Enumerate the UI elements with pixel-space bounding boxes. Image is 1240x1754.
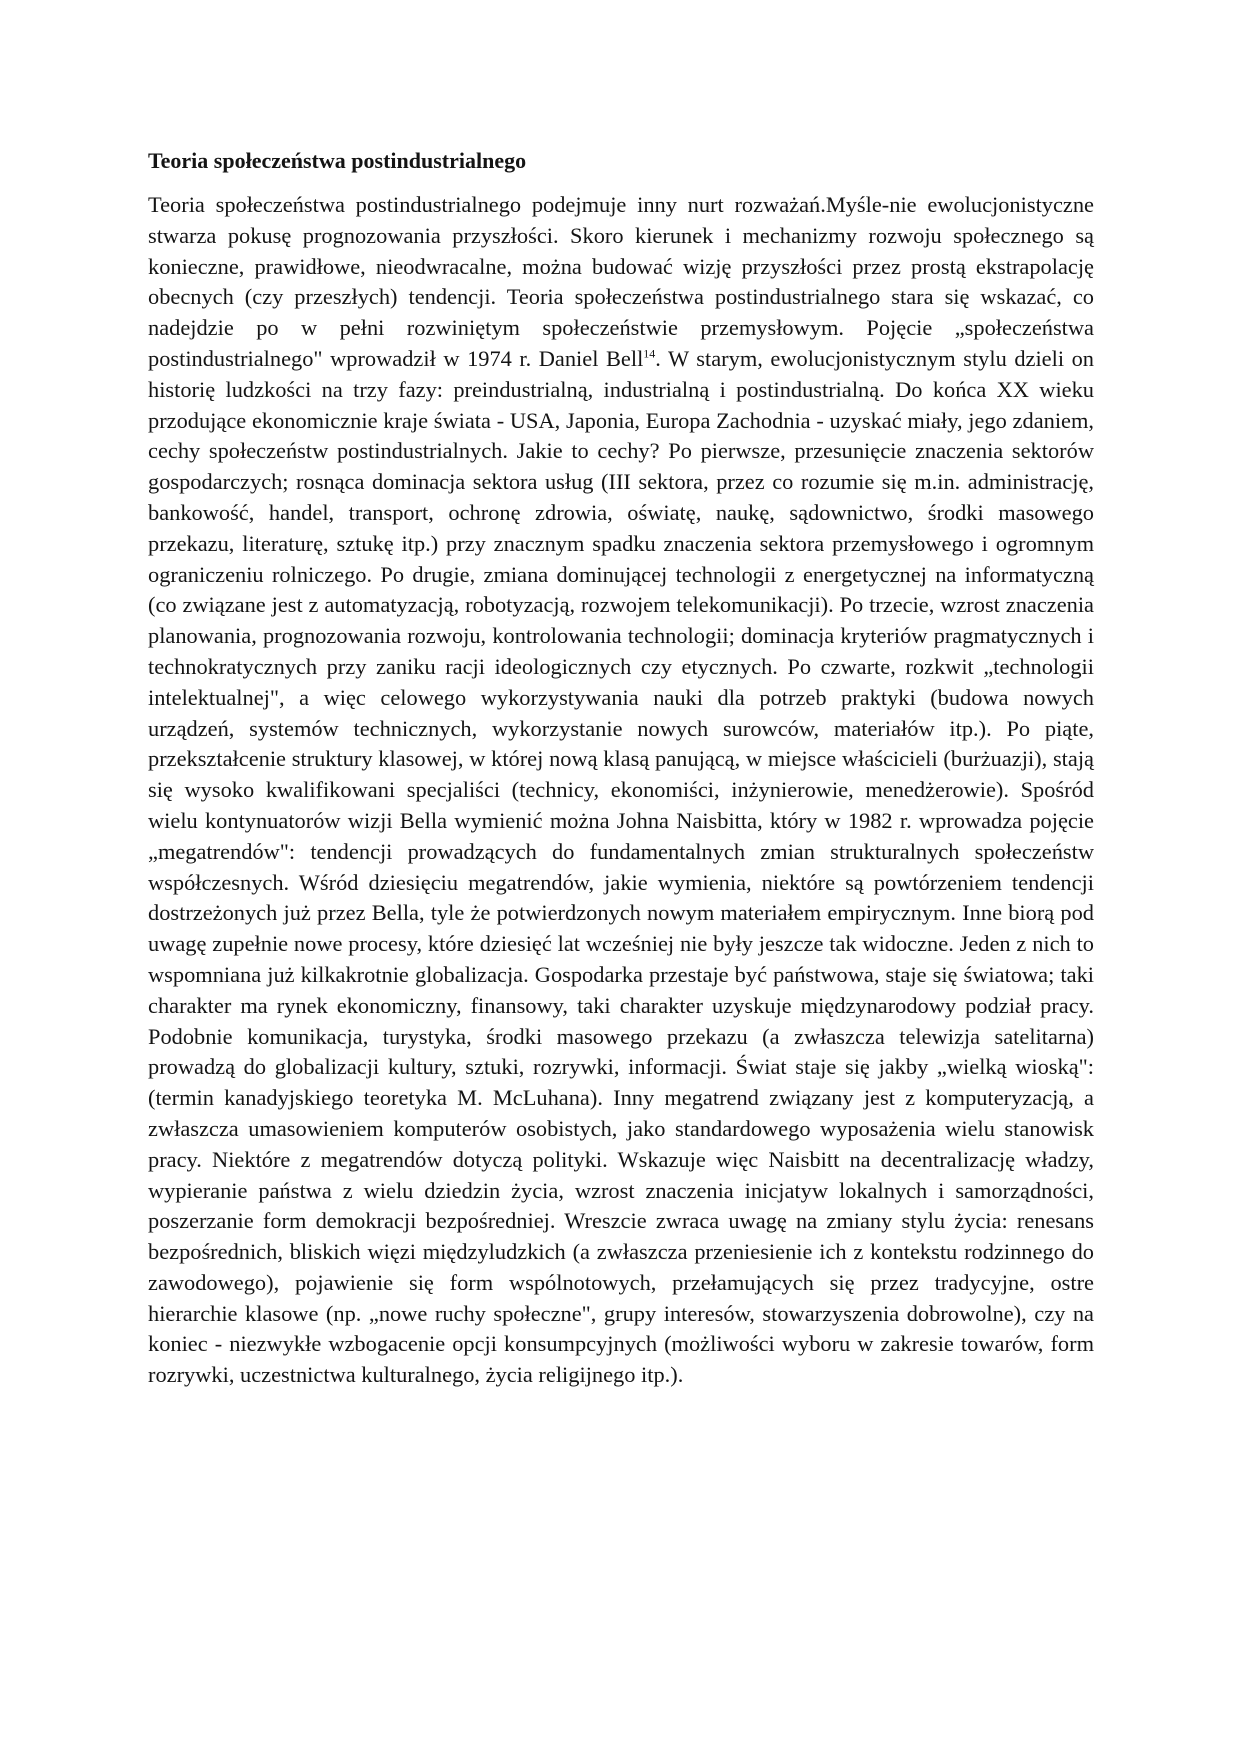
paragraph-text-part-2: . W starym, ewolucjonistycznym stylu dzieli on historię ludzkości na trzy fazy: preindustrialną, industrialną i postindustrialną. Do końca XX wieku przodujące ekonomicznie kraje świata - USA, Japonia, Europa Zachodnia - uzyskać miały, jego zdaniem, cechy społeczeństw postindustrialnych. Jakie to cechy? Po pierwsze, przesunięcie znaczenia sektorów gospodarczych; rosnąca dominacja sektora usług (III sektora, przez co rozumie się m.in. administrację, bankowość, handel, transport, ochronę zdrowia, oświatę, naukę, sądownictwo, środki masowego przekazu, literaturę, sztukę itp.) przy znacznym spadku znaczenia sektora przemysłowego i ogromnym ograniczeniu rolniczego. Po drugie, zmiana dominującej technologii z energetycznej na informatyczną (co związane jest z automatyzacją, robotyzacją, rozwojem telekomunikacji). Po trzecie, wzrost znaczenia planowania, prognozowania rozwoju, kontrolowania technologii; dominacja kryteriów pragmatycznych i technokratycznych przy zaniku racji ideologicznych czy etycznych. Po czwarte, rozkwit „technologii intelektualnej", a więc celowego wykorzystywania nauki dla potrzeb praktyki (budowa nowych urządzeń, systemów technicznych, wykorzystanie nowych surowców, materiałów itp.). Po piąte, przekształcenie struktury klasowej, w której nową klasą panującą, w miejsce właścicieli (burżuazji), stają się wysoko kwalifikowani specjaliści (technicy, ekonomiści, inżynierowie, menedżerowie). Spośród wielu kontynuatorów wizji Bella wymienić można Johna Naisbitta, który w 1982 r. wprowadza pojęcie „megatrendów": tendencji prowadzących do fundamentalnych zmian strukturalnych społeczeństw współczesnych. Wśród dziesięciu megatrendów, jakie wymienia, niektóre są powtórzeniem tendencji dostrzeżonych już przez Bella, tyle że potwierdzonych nowym materiałem empirycznym. Inne biorą pod uwagę zupełnie nowe procesy, które dziesięć lat wcześniej nie były jeszcze tak widoczne. Jeden z nich to wspomniana już kilkakrotnie globalizacja. Gospodarka przestaje być państwowa, staje się światowa; taki charakter ma rynek ekonomiczny, finansowy, taki charakter uzyskuje międzynarodowy podział pracy. Podobnie komunikacja, turystyka, środki masowego przekazu (a zwłaszcza telewizja satelitarna) prowadzą do globalizacji kultury, sztuki, rozrywki, informacji. Świat staje się jakby „wielką wioską": (termin kanadyjskiego teoretyka M. McLuhana). Inny megatrend związany jest z komputeryzacją, a zwłaszcza umasowieniem komputerów osobistych, jako standardowego wyposażenia wielu stanowisk pracy. Niektóre z megatrendów dotyczą polityki. Wskazuje więc Naisbitt na decentralizację władzy, wypieranie państwa z wielu dziedzin życia, wzrost znaczenia inicjatyw lokalnych i samorządności, poszerzanie form demokracji bezpośredniej. Wreszcie zwraca uwagę na zmiany stylu życia: renesans bezpośrednich, bliskich więzi międzyludzkich (a zwłaszcza przeniesienie ich z kontekstu rodzinnego do zawodowego), pojawienie się form wspólnotowych, przełamujących się przez tradycyjne, ostre hierarchie klasowe (np. „nowe ruchy społeczne", grupy interesów, stowarzyszenia dobrowolne), czy na koniec - niezwykłe wzbogacenie opcji konsumpcyjnych (możliwości wyboru w zakresie towarów, form rozrywki, uczestnictwa kulturalnego, życia religijnego itp.). [148,345,1094,1388]
document-title: Teoria społeczeństwa postindustrialnego [148,148,527,173]
footnote-marker: 14 [643,346,656,361]
paragraph-text-part-1: Teoria społeczeństwa postindustrialnego podejmuje inny nurt rozważań.Myśle-nie ewolucjonistyczne stwarza pokusę prognozowania przyszłości. Skoro kierunek i mechanizmy rozwoju społecznego są konieczne, prawidłowe, nieodwracalne, można budować wizję przyszłości przez prostą ekstrapolację obecnych (czy przeszłych) tendencji. Teoria społeczeństwa postindustrialnego stara się wskazać, co nadejdzie po w pełni rozwiniętym społeczeństwie przemysłowym. Pojęcie „społeczeństwa postindustrialnego" wprowadził w 1974 r. Daniel Bell [148,192,1094,371]
body-paragraph [148,190,1094,1391]
document-content [148,146,1094,1391]
